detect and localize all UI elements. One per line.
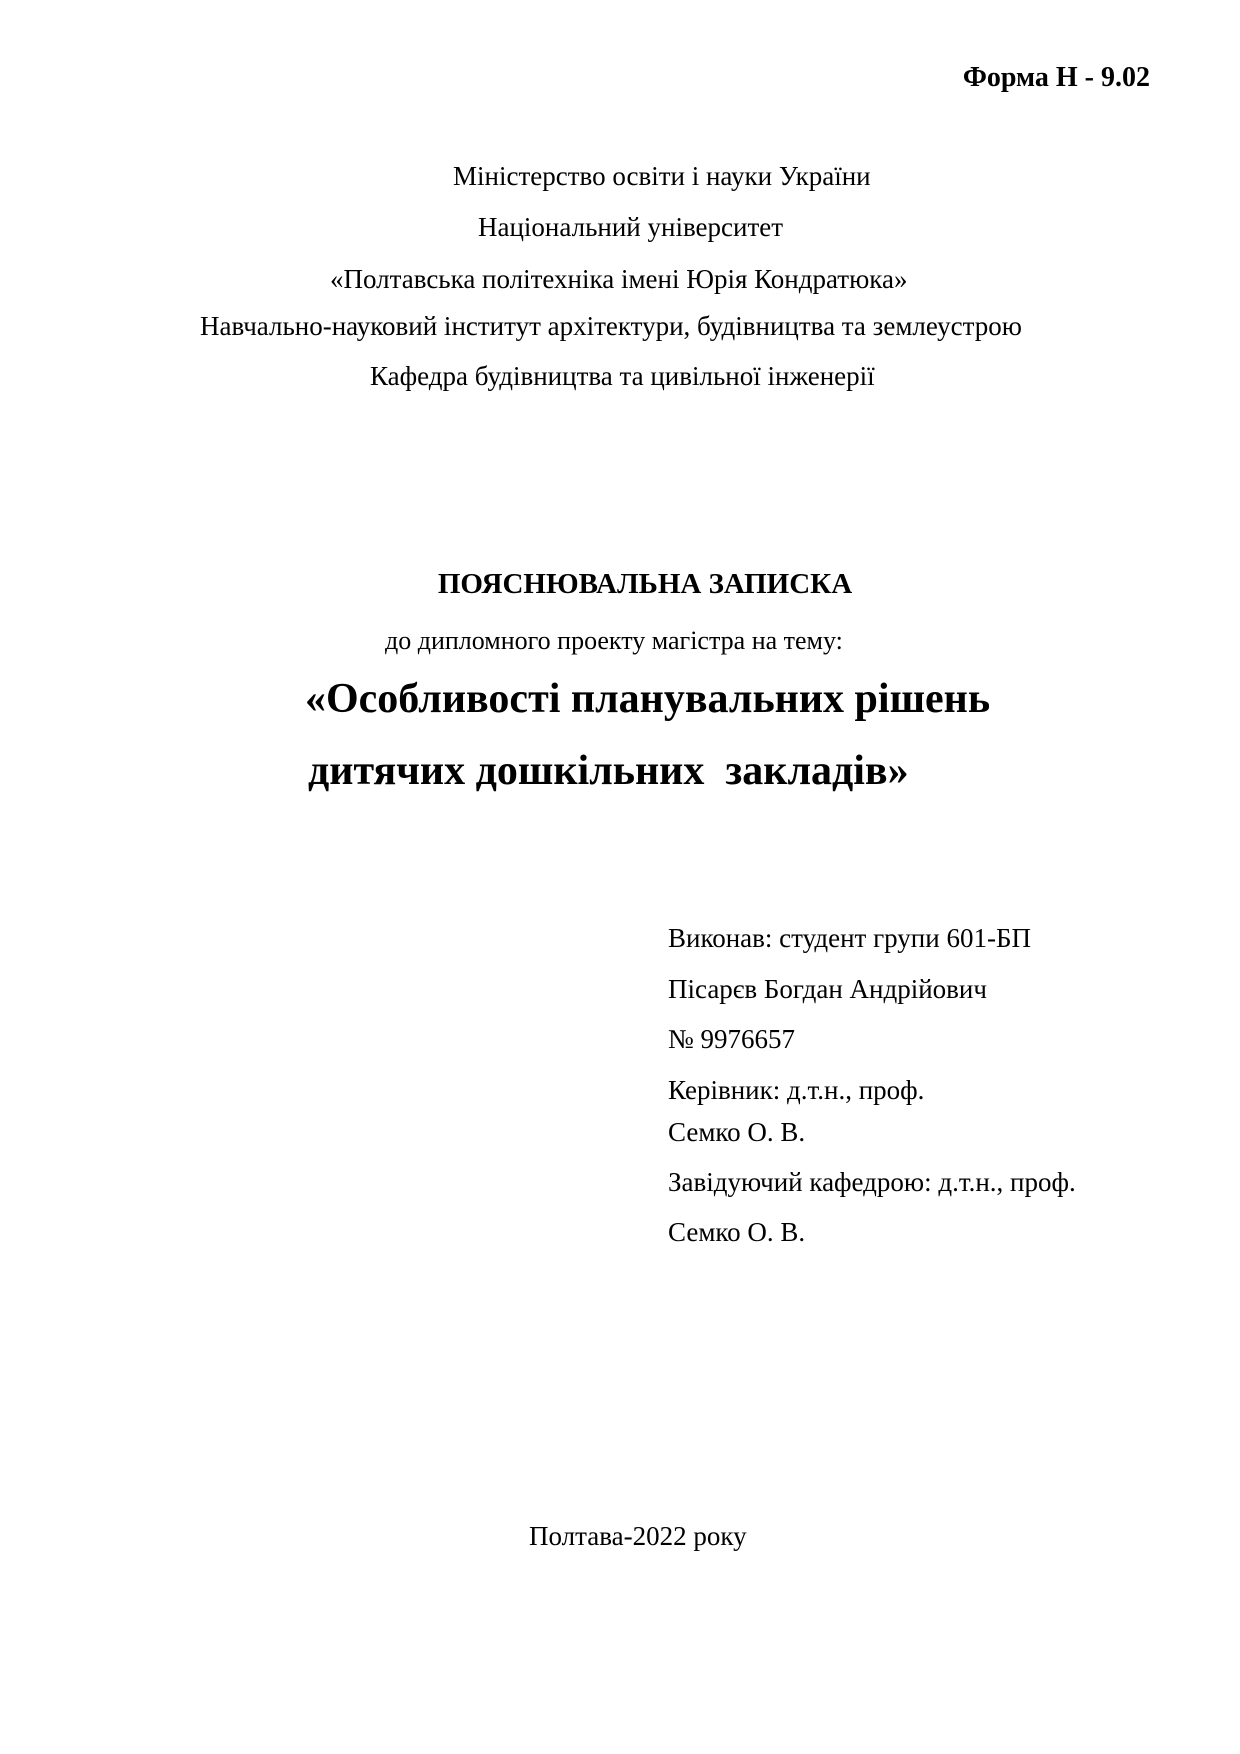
institute-line: Навчально-науковий інститут архітектури, будівництва та землеустрою — [200, 311, 1022, 341]
performer-line: Виконав: студент групи 601-БП — [668, 923, 1031, 953]
student-id: № 9976657 — [668, 1024, 796, 1054]
ministry-line: Міністерство освіти і науки України — [453, 161, 871, 191]
university-line: Національний університет — [478, 212, 784, 242]
head-of-department-name: Семко О. В. — [668, 1217, 806, 1247]
student-name: Пісарєв Богдан Андрійович — [668, 974, 987, 1004]
department-line: Кафедра будівництва та цивільної інженерії — [370, 361, 875, 391]
supervisor-name: Семко О. В. — [668, 1117, 806, 1147]
form-code: Форма Н - 9.02 — [962, 62, 1150, 93]
place-year: Полтава-2022 року — [529, 1521, 747, 1551]
topic-line-1: «Особливості планувальних рішень — [305, 676, 991, 722]
head-of-department-line: Завідуючий кафедрою: д.т.н., проф. — [668, 1167, 1076, 1197]
university-name-line: «Полтавська політехніка імені Юрія Кондратюка» — [330, 264, 908, 294]
document-subtitle: до дипломного проекту магістра на тему: — [385, 626, 843, 655]
topic-line-2: дитячих дошкільних закладів» — [308, 748, 909, 794]
supervisor-line: Керівник: д.т.н., проф. — [668, 1075, 925, 1105]
document-type: ПОЯСНЮВАЛЬНА ЗАПИСКА — [437, 568, 853, 600]
